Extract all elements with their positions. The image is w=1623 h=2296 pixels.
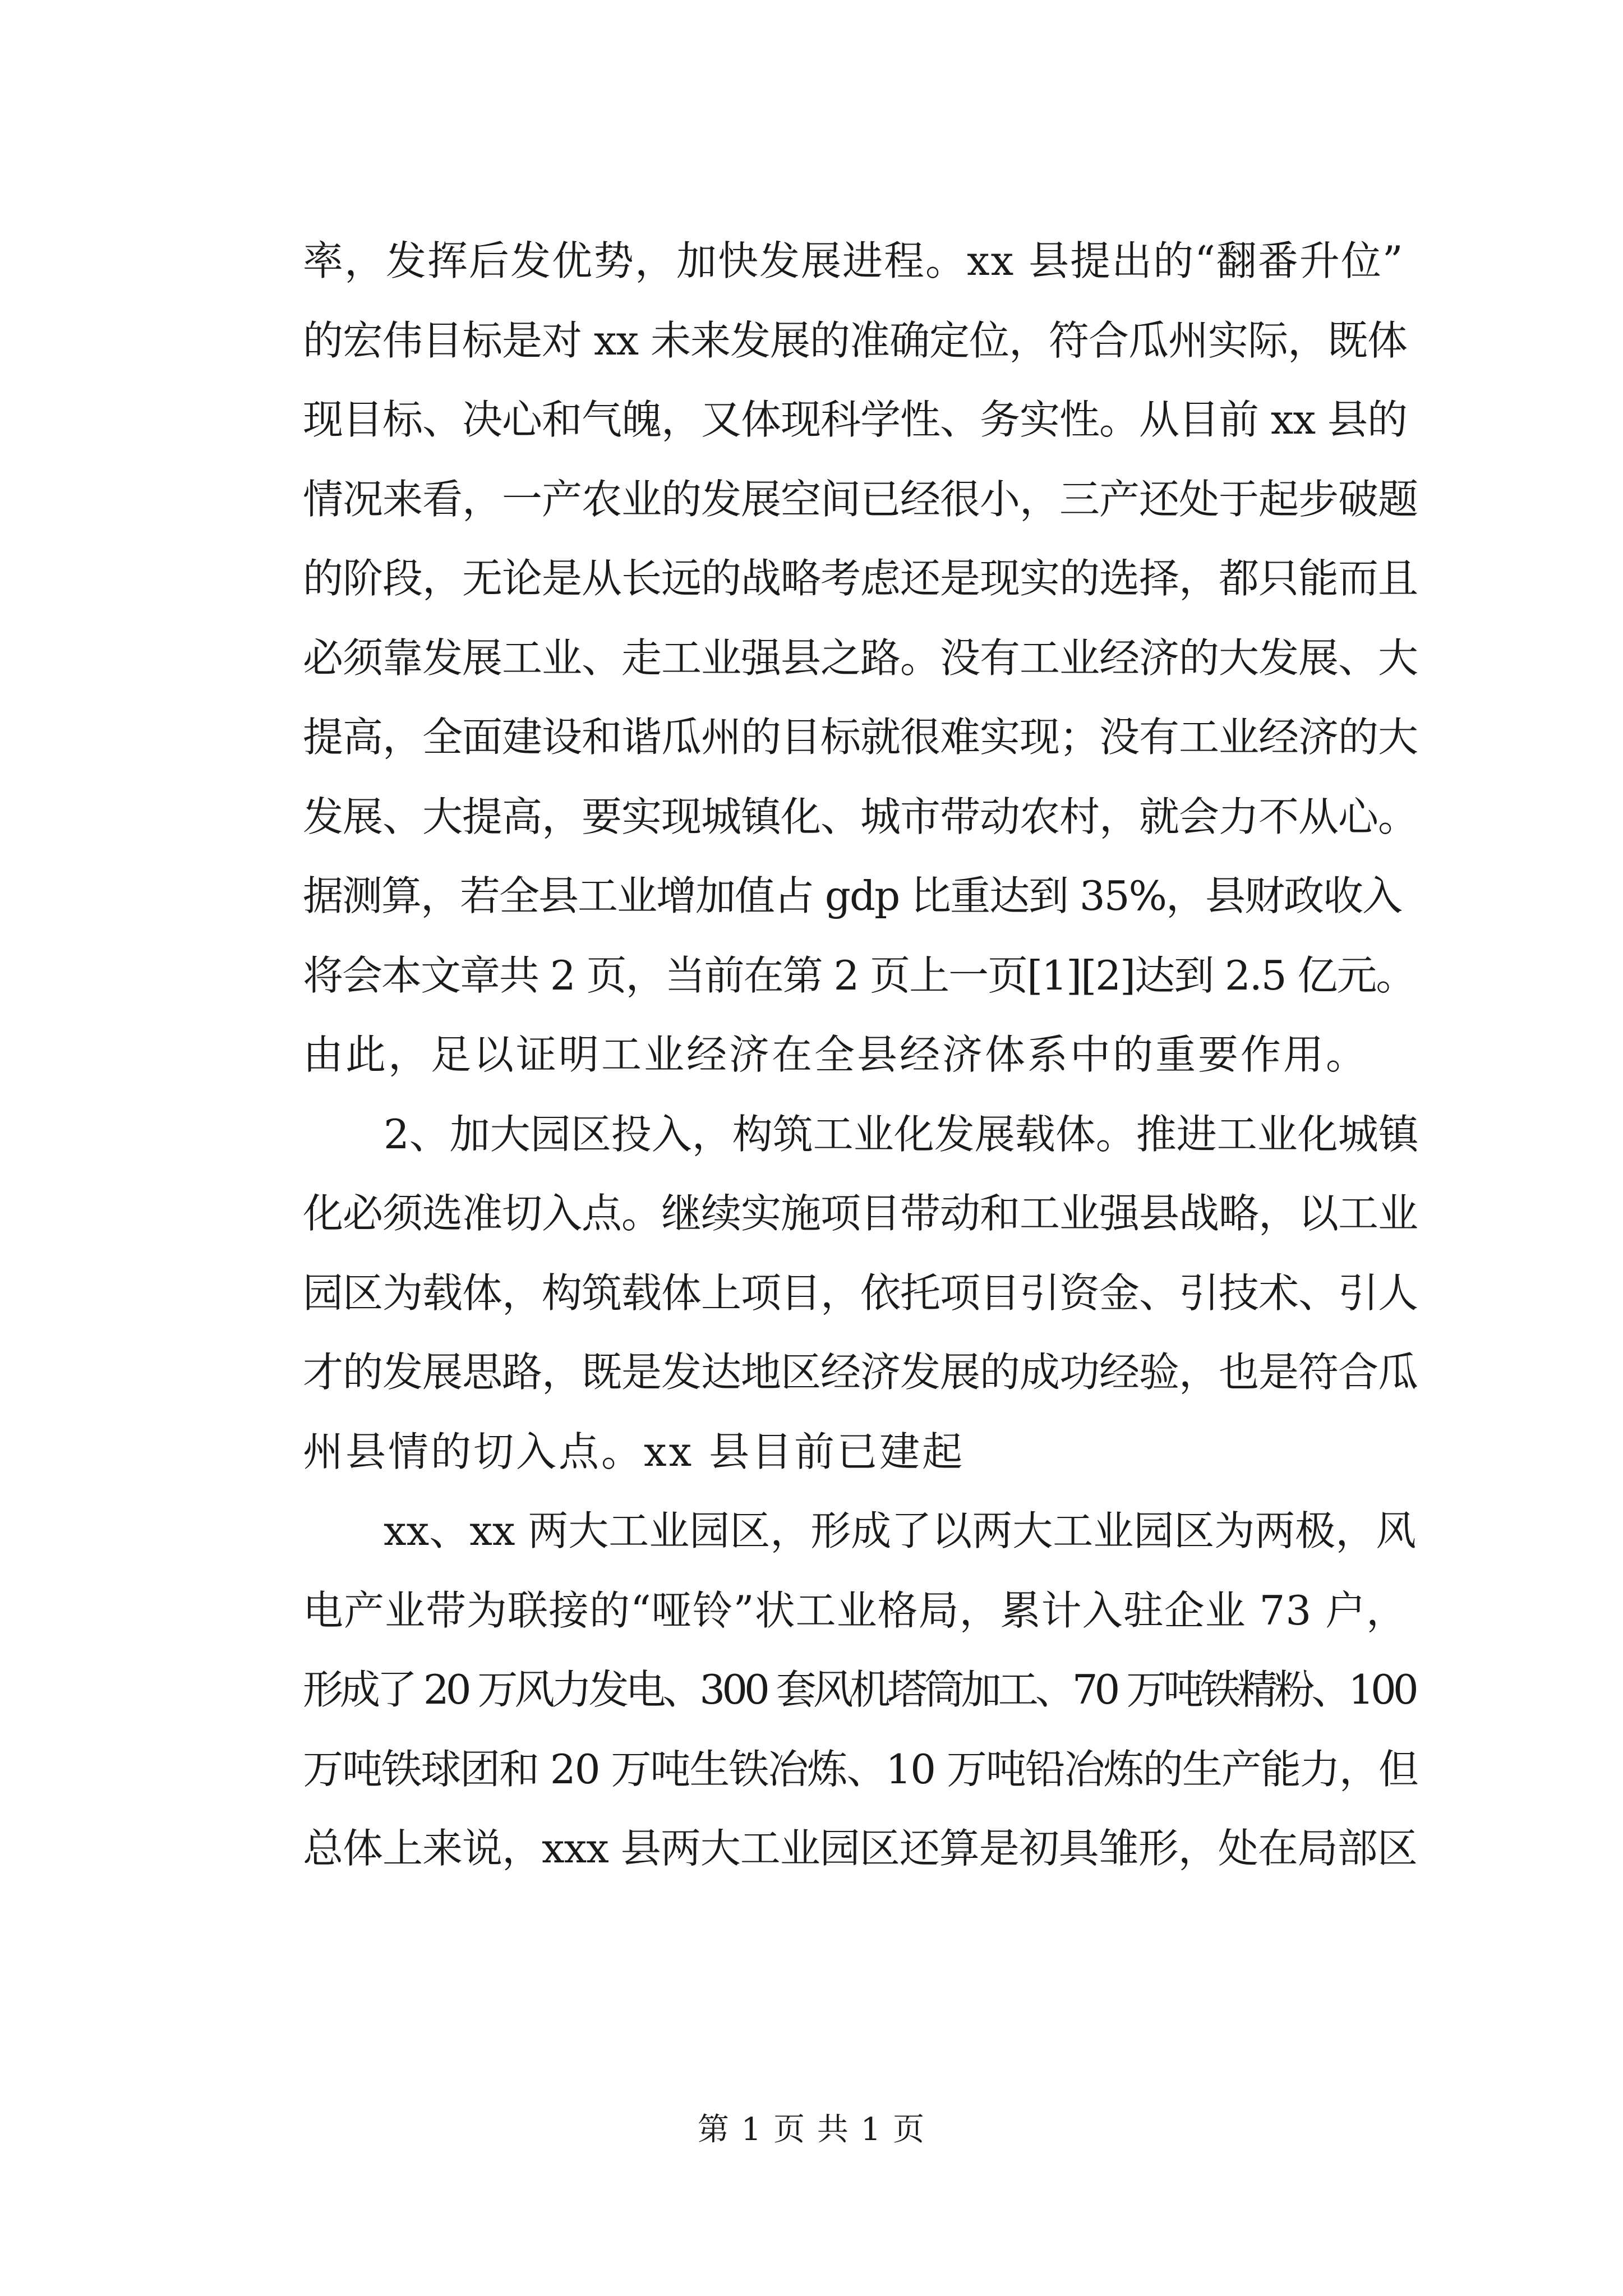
- text-line: 总体上来说，xxx 县两大工业园区还算是初具雏形，处在局部区: [303, 1825, 1417, 1872]
- text-line: 电产业带为联接的“哑铃”状工业格局，累计入驻企业 73 户，: [303, 1586, 1408, 1634]
- document-body: [303, 222, 1419, 1889]
- text-line: 率，发挥后发优势，加快发展进程。xx 县提出的“翻番升位”: [303, 237, 1404, 284]
- text-line: 据测算，若全县工业增加值占 gdp 比重达到 35%，县财政收入: [303, 872, 1401, 919]
- text-line: 园区为载体，构筑载体上项目，依托项目引资金、引技术、引人: [303, 1269, 1418, 1317]
- text-line: 化必须选准切入点。继续实施项目带动和工业强县战略，以工业: [303, 1190, 1418, 1237]
- text-line: 才的发展思路，既是发达地区经济发展的成功经验，也是符合瓜: [303, 1349, 1418, 1396]
- text-line: 形成了 20 万风力发电、300 套风机塔筒加工、70 万吨铁精粉、100: [303, 1666, 1415, 1713]
- paragraph-start-line: 2、加大园区投入，构筑工业化发展载体。推进工业化城镇: [303, 1110, 1419, 1158]
- text-line: 将会本文章共 2 页，当前在第 2 页上一页[1][2]达到 2.5 亿元。: [303, 951, 1415, 999]
- text-line: 的宏伟目标是对 xx 未来发展的准确定位，符合瓜州实际，既体: [303, 316, 1407, 364]
- text-line: 情况来看，一产农业的发展空间已经很小，三产还处于起步破题: [303, 475, 1418, 523]
- text-line: 现目标、决心和气魄，又体现科学性、务实性。从目前 xx 县的: [303, 396, 1407, 443]
- page-footer: 第 1 页 共 1 页: [697, 2111, 926, 2148]
- text-line: 由此，足以证明工业经济在全县经济体系中的重要作用。: [303, 1031, 1369, 1078]
- text-line: 州县情的切入点。xx 县目前已建起: [303, 1428, 965, 1475]
- text-line: 必须靠发展工业、走工业强县之路。没有工业经济的大发展、大: [303, 634, 1418, 682]
- text-line: 万吨铁球团和 20 万吨生铁冶炼、10 万吨铅冶炼的生产能力，但: [303, 1745, 1418, 1793]
- paragraph-start-line: xx、xx 两大工业园区，形成了以两大工业园区为两极，风: [303, 1507, 1417, 1554]
- text-line: 提高，全面建设和谐瓜州的目标就很难实现；没有工业经济的大: [303, 714, 1418, 761]
- text-line: 发展、大提高，要实现城镇化、城市带动农村，就会力不从心。: [303, 793, 1418, 840]
- text-line: 的阶段，无论是从长远的战略考虑还是现实的选择，都只能而且: [303, 555, 1418, 602]
